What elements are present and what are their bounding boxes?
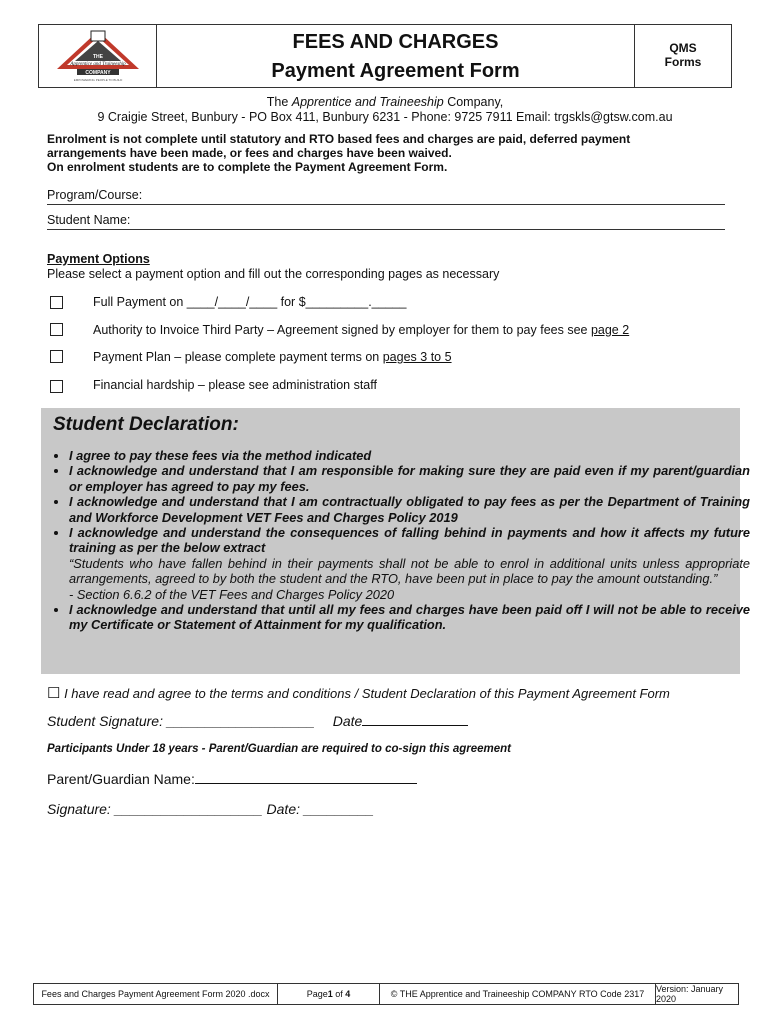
declaration-item-text: I acknowledge and understand the consequences of falling behind in payments and how it affects my future training as per the below extract [69, 525, 750, 556]
student-date-field[interactable] [362, 725, 468, 726]
org-suffix: Company, [443, 95, 504, 109]
full-payment-checkbox[interactable] [50, 296, 63, 309]
option-payment-plan-text: Payment Plan – please complete payment terms on [93, 350, 383, 364]
program-course-label: Program/Course: [47, 188, 143, 202]
declaration-item [69, 525, 750, 602]
declaration-list [51, 448, 750, 633]
footer-doc-name: Fees and Charges Payment Agreement Form 2020 .docx [34, 984, 278, 1004]
agree-checkbox[interactable]: ☐ [47, 685, 61, 702]
footer-page-prefix: Page [306, 989, 328, 999]
notice-line3: On enrolment students are to complete the Payment Agreement Form. [47, 160, 448, 174]
declaration-heading: Student Declaration: [53, 414, 239, 435]
form-title: FEES AND CHARGES [292, 31, 499, 53]
student-declaration-panel [41, 408, 750, 674]
student-name-field[interactable] [47, 213, 725, 230]
pages-3-to-5-link[interactable]: pages 3 to 5 [382, 350, 452, 364]
third-party-checkbox[interactable] [50, 323, 63, 336]
guardian-name-line[interactable] [47, 771, 417, 787]
payment-options-heading [47, 252, 150, 266]
form-header [38, 24, 732, 88]
title-cell [157, 25, 635, 87]
policy-quote-source: - Section 6.6.2 of the VET Fees and Charges Policy 2020 [69, 586, 395, 602]
footer-page-current: 1 [327, 989, 333, 999]
org-prefix: The [266, 95, 292, 109]
page-2-link[interactable]: page 2 [590, 323, 630, 337]
logo-cell [39, 25, 157, 87]
option-financial-hardship [93, 378, 377, 392]
option-full-payment [93, 295, 406, 309]
student-signature-line[interactable] [47, 713, 468, 729]
declaration-item: • I acknowledge and understand that I am contractually obligated to pay fees as per the Department of Training and Workforce Development VET Fees and Charges Policy 2019 [69, 494, 750, 525]
notice-line2: arrangements have been made, or fees and charges have been waived. [47, 146, 452, 160]
footer-version: Version: January 2020 [656, 984, 724, 1004]
footer-page-total: 4 [345, 989, 351, 999]
logo-tagline: EMPOWERING PEOPLE TO BUILD [73, 78, 123, 82]
under-18-notice: Participants Under 18 years - Parent/Guardian are required to co-sign this agreement [47, 743, 511, 755]
declaration-item: • I agree to pay these fees via the method indicated [69, 448, 750, 463]
qms-label [635, 41, 731, 69]
qms-cell [635, 25, 731, 87]
option-payment-plan [93, 350, 452, 364]
student-name-label: Student Name: [47, 213, 131, 227]
logo-name: Apprentice and Traineeship [70, 62, 126, 67]
org-name: Apprentice and Traineeship [291, 95, 444, 109]
payment-heading-text: Payment Options [47, 252, 150, 266]
page-footer [33, 983, 739, 1005]
payment-plan-checkbox[interactable] [50, 350, 63, 363]
option-financial-hardship-text: Financial hardship – please see administration staff [93, 378, 377, 392]
student-date-label: Date [332, 713, 363, 729]
option-full-payment-text: Full Payment on ____/____/____ for $_________._____ [93, 295, 407, 309]
footer-page-number [278, 984, 380, 1004]
option-third-party [93, 323, 629, 337]
agree-text: I have read and agree to the terms and conditions / Student Declaration of this Payment Agreement Form [64, 686, 670, 701]
student-signature-label: Student Signature: ___________________ [47, 713, 315, 729]
qms-line1: QMS [669, 41, 697, 55]
financial-hardship-checkbox[interactable] [50, 380, 63, 393]
footer-copyright: © THE Apprentice and Traineeship COMPANY RTO Code 2317 [380, 984, 656, 1004]
guardian-name-field[interactable] [195, 783, 417, 784]
agree-statement [47, 684, 670, 702]
enrolment-notice [47, 132, 737, 174]
org-address: 9 Craigie Street, Bunbury - PO Box 411, Bunbury 6231 - Phone: 9725 7911 Email: trgskls@gtsw.com.au [97, 110, 673, 124]
option-third-party-text: Authority to Invoice Third Party – Agreement signed by employer for them to pay fees see [93, 323, 591, 337]
footer-page-mid: of [332, 989, 346, 999]
notice-line1: Enrolment is not complete until statutory and RTO based fees and charges are paid, deferred payment [47, 132, 631, 146]
logo-the: THE [93, 54, 103, 60]
qms-line2: Forms [664, 55, 702, 69]
guardian-name-label: Parent/Guardian Name: [47, 771, 195, 787]
org-line1 [0, 95, 770, 109]
policy-quote: “Students who have fallen behind in their payments shall not be able to enrol in additional units unless appropriate arrangements, agreed to by both the student and the RTO, have been put in place to pay the amount outstanding.” [69, 555, 750, 587]
payment-instruction: Please select a payment option and fill out the corresponding pages as necessary [47, 267, 500, 281]
declaration-item: • I acknowledge and understand that I am responsible for making sure they are paid even if my parent/guardian or employer has agreed to pay my fees. [69, 463, 750, 494]
logo-company: COMPANY [85, 70, 111, 76]
form-subtitle: Payment Agreement Form [271, 60, 520, 82]
program-course-field[interactable] [47, 188, 725, 205]
declaration-item: • I acknowledge and understand that until all my fees and charges have been paid off I will not be able to receive my Certificate or Statement of Attainment for my qualification. [69, 602, 750, 633]
company-logo [39, 25, 157, 87]
guardian-signature-line[interactable]: Signature: ___________________ Date: _________ [47, 801, 374, 817]
